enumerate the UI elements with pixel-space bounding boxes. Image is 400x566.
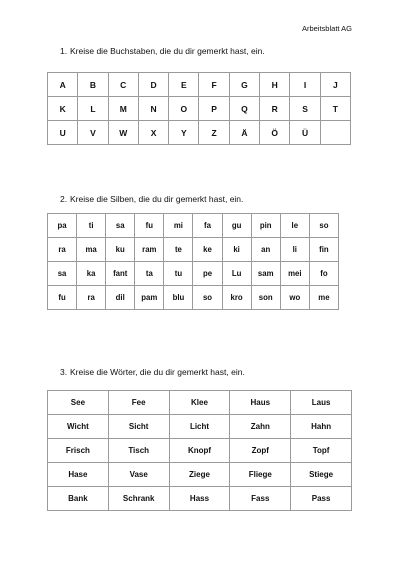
- table-cell[interactable]: li: [280, 238, 309, 262]
- table-cell[interactable]: ram: [135, 238, 164, 262]
- table-cell[interactable]: Hase: [48, 463, 109, 487]
- table-cell[interactable]: K: [48, 97, 78, 121]
- words-table: [47, 390, 352, 511]
- table-cell[interactable]: ra: [48, 238, 77, 262]
- table-cell[interactable]: pe: [193, 262, 222, 286]
- table-cell[interactable]: J: [320, 73, 350, 97]
- table-cell[interactable]: W: [108, 121, 138, 145]
- table-cell[interactable]: R: [260, 97, 290, 121]
- table-cell[interactable]: so: [309, 214, 338, 238]
- table-row: [48, 73, 351, 97]
- table-cell[interactable]: fu: [48, 286, 77, 310]
- table-cell[interactable]: Licht: [169, 415, 230, 439]
- table-cell[interactable]: mi: [164, 214, 193, 238]
- table-cell[interactable]: C: [108, 73, 138, 97]
- table-row: [48, 121, 351, 145]
- table-cell[interactable]: Haus: [230, 391, 291, 415]
- table-cell[interactable]: Fliege: [230, 463, 291, 487]
- table-cell[interactable]: an: [251, 238, 280, 262]
- table-cell[interactable]: Tisch: [108, 439, 169, 463]
- table-cell[interactable]: P: [199, 97, 229, 121]
- table-cell[interactable]: me: [309, 286, 338, 310]
- table-cell[interactable]: I: [290, 73, 320, 97]
- table-cell[interactable]: Vase: [108, 463, 169, 487]
- section-2-text: Kreise die Silben, die du dir gemerkt hast, ein.: [70, 194, 244, 204]
- section-3-text: Kreise die Wörter, die du dir gemerkt hast, ein.: [70, 367, 245, 377]
- table-cell[interactable]: gu: [222, 214, 251, 238]
- table-cell[interactable]: blu: [164, 286, 193, 310]
- table-cell[interactable]: te: [164, 238, 193, 262]
- section-3-instruction: [60, 367, 245, 377]
- table-cell[interactable]: Stiege: [291, 463, 352, 487]
- table-cell[interactable]: B: [78, 73, 108, 97]
- table-cell[interactable]: Fass: [230, 487, 291, 511]
- table-cell[interactable]: ti: [77, 214, 106, 238]
- table-cell[interactable]: [320, 121, 350, 145]
- table-cell[interactable]: ku: [106, 238, 135, 262]
- table-cell[interactable]: O: [169, 97, 199, 121]
- table-cell[interactable]: Zahn: [230, 415, 291, 439]
- syllables-table: [47, 213, 339, 310]
- table-cell[interactable]: H: [260, 73, 290, 97]
- table-cell[interactable]: A: [48, 73, 78, 97]
- table-cell[interactable]: Knopf: [169, 439, 230, 463]
- table-row: [48, 439, 352, 463]
- table-cell[interactable]: Sicht: [108, 415, 169, 439]
- table-row: [48, 463, 352, 487]
- table-cell[interactable]: T: [320, 97, 350, 121]
- table-cell[interactable]: wo: [280, 286, 309, 310]
- table-cell[interactable]: E: [169, 73, 199, 97]
- table-cell[interactable]: L: [78, 97, 108, 121]
- table-cell[interactable]: Klee: [169, 391, 230, 415]
- table-cell[interactable]: sam: [251, 262, 280, 286]
- table-cell[interactable]: Ö: [260, 121, 290, 145]
- table-row: [48, 391, 352, 415]
- table-cell[interactable]: sa: [106, 214, 135, 238]
- table-row: [48, 238, 339, 262]
- table-cell[interactable]: pam: [135, 286, 164, 310]
- table-cell[interactable]: Bank: [48, 487, 109, 511]
- table-cell[interactable]: N: [138, 97, 168, 121]
- table-cell[interactable]: fo: [309, 262, 338, 286]
- table-row: [48, 415, 352, 439]
- table-cell[interactable]: Topf: [291, 439, 352, 463]
- table-cell[interactable]: Ü: [290, 121, 320, 145]
- table-cell[interactable]: ke: [193, 238, 222, 262]
- table-cell[interactable]: sa: [48, 262, 77, 286]
- table-cell[interactable]: X: [138, 121, 168, 145]
- table-cell[interactable]: le: [280, 214, 309, 238]
- section-1-instruction: [60, 46, 265, 56]
- table-cell[interactable]: M: [108, 97, 138, 121]
- table-cell[interactable]: Ziege: [169, 463, 230, 487]
- table-cell[interactable]: ta: [135, 262, 164, 286]
- table-cell[interactable]: son: [251, 286, 280, 310]
- table-cell[interactable]: Y: [169, 121, 199, 145]
- table-cell[interactable]: S: [290, 97, 320, 121]
- section-2-number: 2.: [60, 194, 68, 204]
- table-cell[interactable]: pin: [251, 214, 280, 238]
- table-cell[interactable]: pa: [48, 214, 77, 238]
- table-cell[interactable]: U: [48, 121, 78, 145]
- table-cell[interactable]: ka: [77, 262, 106, 286]
- section-3-number: 3.: [60, 367, 68, 377]
- table-cell[interactable]: Zopf: [230, 439, 291, 463]
- table-cell[interactable]: F: [199, 73, 229, 97]
- table-cell[interactable]: so: [193, 286, 222, 310]
- table-cell[interactable]: Fee: [108, 391, 169, 415]
- worksheet-header: Arbeitsblatt AG: [301, 24, 352, 33]
- table-cell[interactable]: Schrank: [108, 487, 169, 511]
- table-cell[interactable]: tu: [164, 262, 193, 286]
- table-row: [48, 487, 352, 511]
- table-cell[interactable]: See: [48, 391, 109, 415]
- table-cell[interactable]: Z: [199, 121, 229, 145]
- table-cell[interactable]: dil: [106, 286, 135, 310]
- table-cell[interactable]: Ä: [229, 121, 259, 145]
- section-1-number: 1.: [60, 46, 68, 56]
- table-cell[interactable]: G: [229, 73, 259, 97]
- table-cell[interactable]: Hahn: [291, 415, 352, 439]
- section-1-text: Kreise die Buchstaben, die du dir gemerkt hast, ein.: [70, 46, 265, 56]
- table-cell[interactable]: ki: [222, 238, 251, 262]
- table-cell[interactable]: Lu: [222, 262, 251, 286]
- table-row: [48, 214, 339, 238]
- letters-table: [47, 72, 351, 145]
- table-cell[interactable]: ma: [77, 238, 106, 262]
- table-cell[interactable]: fa: [193, 214, 222, 238]
- table-cell[interactable]: fin: [309, 238, 338, 262]
- table-cell[interactable]: Hass: [169, 487, 230, 511]
- table-row: [48, 286, 339, 310]
- table-cell[interactable]: Q: [229, 97, 259, 121]
- table-cell[interactable]: fant: [106, 262, 135, 286]
- table-cell[interactable]: Frisch: [48, 439, 109, 463]
- table-cell[interactable]: fu: [135, 214, 164, 238]
- table-cell[interactable]: ra: [77, 286, 106, 310]
- section-2-instruction: [60, 194, 243, 204]
- table-cell[interactable]: mei: [280, 262, 309, 286]
- table-cell[interactable]: Laus: [291, 391, 352, 415]
- table-cell[interactable]: Wicht: [48, 415, 109, 439]
- table-row: [48, 97, 351, 121]
- table-row: [48, 262, 339, 286]
- table-cell[interactable]: Pass: [291, 487, 352, 511]
- table-cell[interactable]: V: [78, 121, 108, 145]
- table-cell[interactable]: D: [138, 73, 168, 97]
- table-cell[interactable]: kro: [222, 286, 251, 310]
